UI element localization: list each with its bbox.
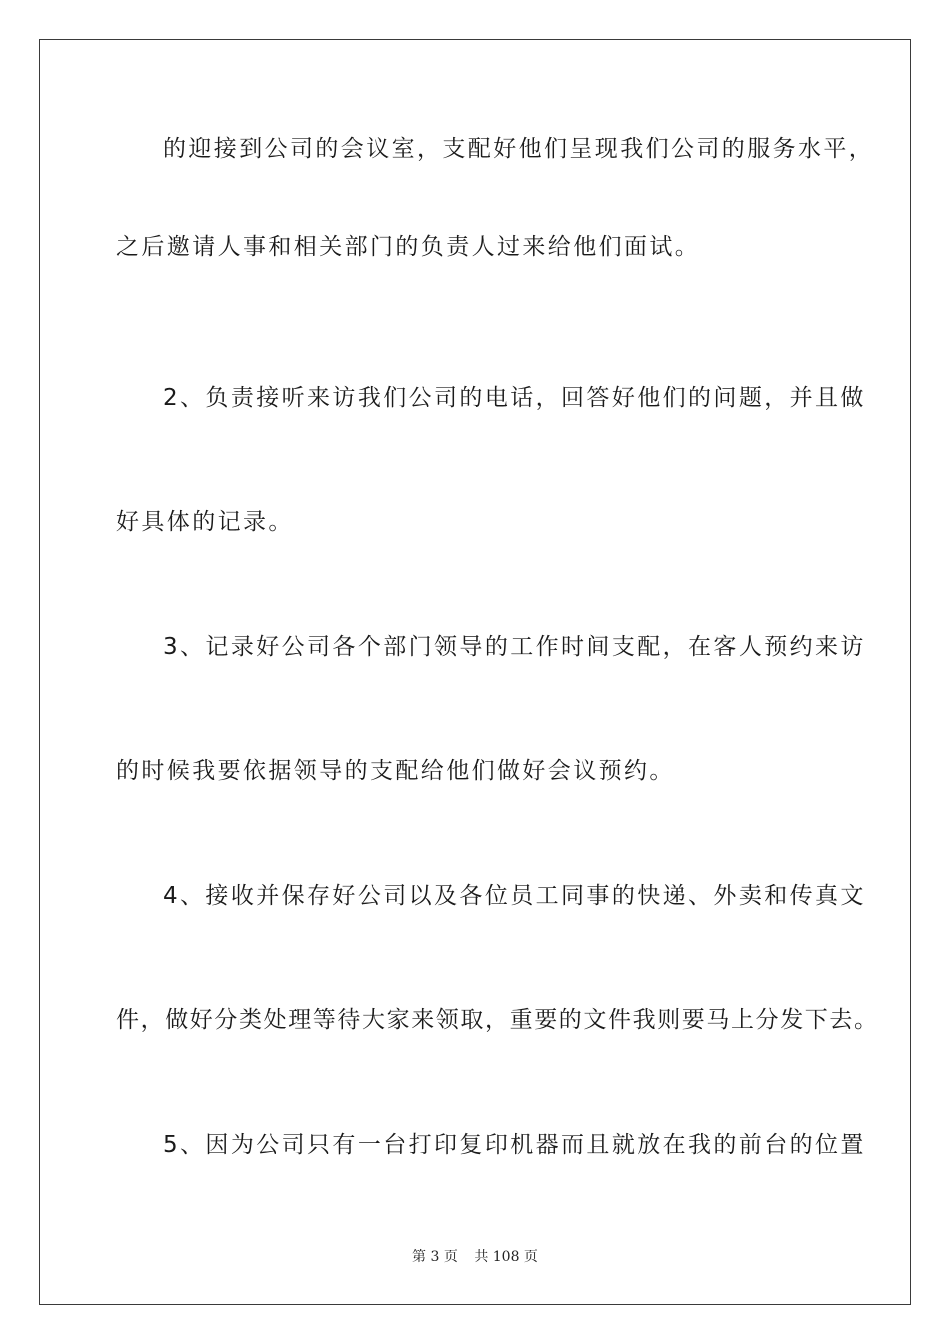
- paragraph-line: 2、负责接听来访我们公司的电话，回答好他们的问题，并且做: [163, 385, 866, 411]
- paragraph-line: 的时候我要依据领导的支配给他们做好会议预约。: [116, 758, 675, 784]
- paragraph-line: 的迎接到公司的会议室，支配好他们呈现我们公司的服务水平，: [163, 136, 875, 162]
- paragraph-line: 件，做好分类处理等待大家来领取，重要的文件我则要马上分发下去。: [116, 1007, 879, 1033]
- paragraph-line: 3、记录好公司各个部门领导的工作时间支配，在客人预约来访: [163, 634, 866, 660]
- paragraph-line: 之后邀请人事和相关部门的负责人过来给他们面试。: [116, 234, 701, 260]
- paragraph-line: 5、因为公司只有一台打印复印机器而且就放在我的前台的位置: [163, 1132, 866, 1158]
- page-number: 第 3 页: [412, 1249, 458, 1265]
- total-pages: 共 108 页: [474, 1249, 538, 1265]
- page-frame: [39, 39, 911, 1305]
- paragraph-line: 4、接收并保存好公司以及各位员工同事的快递、外卖和传真文: [163, 883, 866, 909]
- paragraph-line: 好具体的记录。: [116, 509, 294, 535]
- page-footer: [0, 1246, 950, 1266]
